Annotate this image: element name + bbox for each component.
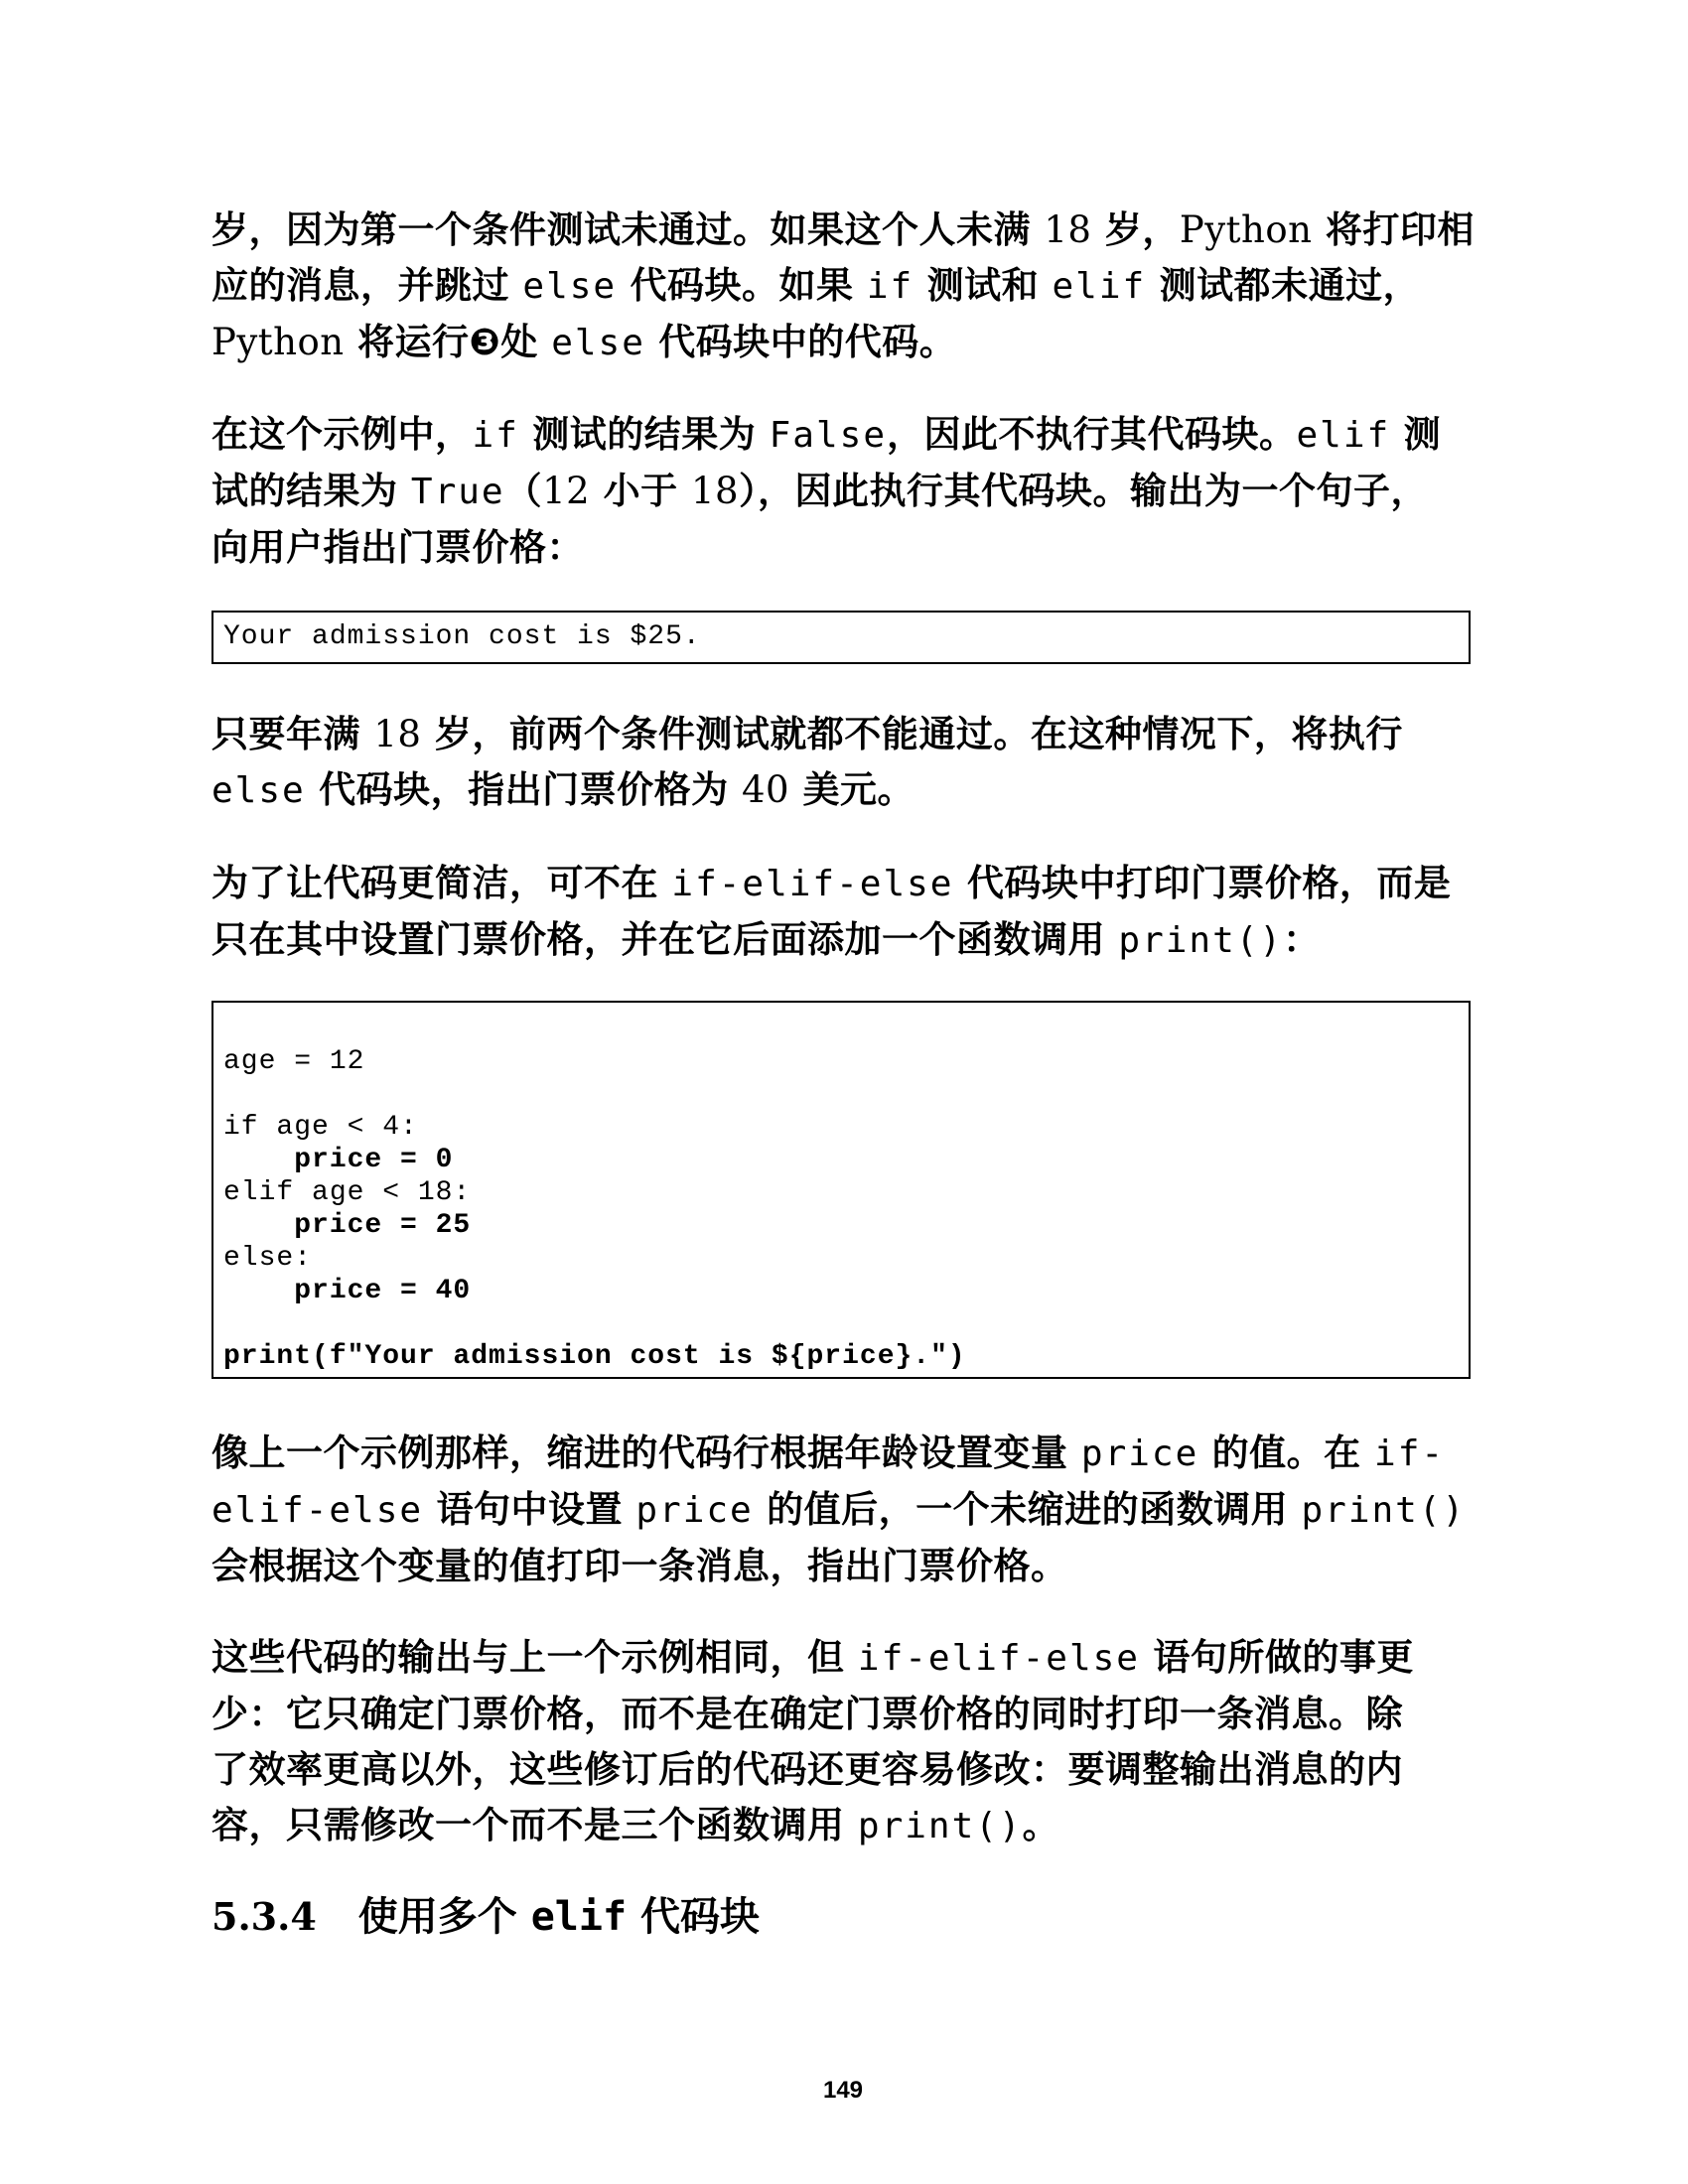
paragraph-line	[211, 407, 1475, 464]
inline-code: price	[635, 1490, 754, 1531]
text-run: 岁，	[1091, 208, 1180, 251]
text-run: 试的结果为	[211, 470, 411, 512]
number-run: 18	[373, 713, 422, 755]
text-run: 小于	[590, 470, 691, 512]
page-number: 149	[822, 2077, 864, 2104]
text-run: ：	[1283, 918, 1321, 961]
book-page	[211, 0, 1475, 2184]
text-run: 会根据这个变量的值打印一条消息，指出门票价格。	[211, 1545, 1068, 1587]
paragraph-6	[211, 1630, 1475, 1854]
text-run: 语句所做的事更	[1139, 1636, 1414, 1679]
text-run: 的值后，一个未缩进的函数调用	[753, 1488, 1302, 1531]
python-word: Python	[211, 321, 345, 363]
paragraph-line	[211, 707, 1475, 762]
inline-code: True	[410, 472, 505, 512]
paragraph-line	[211, 1539, 1475, 1594]
text-run: 将运行❸处	[344, 321, 552, 363]
output-block	[211, 611, 1471, 664]
number-run: 18	[1044, 208, 1092, 251]
text-run: 代码块，指出门票价格为	[305, 768, 742, 811]
text-run: 为了让代码更简洁，可不在	[211, 862, 672, 904]
text-run: 只在其中设置门票价格，并在它后面添加一个函数调用	[211, 918, 1119, 961]
text-run: 岁，前两个条件测试就都不能通过。在这种情况下，将执行	[421, 713, 1403, 755]
number-run: 18	[690, 470, 740, 512]
code-line: print(f"Your admission cost is ${price}.")	[223, 1341, 966, 1372]
inline-code: if-elif-else	[857, 1638, 1140, 1679]
paragraph-line	[211, 1426, 1475, 1482]
paragraph-line	[211, 856, 1475, 912]
inline-code: else	[551, 323, 645, 363]
text-run: 在这个示例中，	[211, 413, 473, 456]
text-run: ），因此执行其代码块。输出为一个句子，	[739, 470, 1429, 512]
code-line	[223, 1078, 1459, 1111]
python-word: Python	[1179, 208, 1313, 251]
inline-code: False	[769, 415, 887, 456]
text-run: 少：它只确定门票价格，而不是在确定门票价格的同时打印一条消息。除	[211, 1693, 1403, 1735]
inline-code: if	[866, 266, 914, 307]
text-run: 测	[1390, 413, 1442, 456]
text-run: （	[504, 470, 543, 512]
paragraph-line	[211, 203, 1475, 258]
paragraph-line	[211, 762, 1475, 819]
inline-code: print()	[1301, 1490, 1467, 1531]
text-run: 像上一个示例那样，缩进的代码行根据年龄设置变量	[211, 1432, 1081, 1474]
text-run: 将打印相	[1312, 208, 1475, 251]
text-run: 容，只需修改一个而不是三个函数调用	[211, 1804, 858, 1846]
paragraph-line	[211, 258, 1475, 315]
code-line: price = 25	[223, 1210, 472, 1241]
inline-code: if-	[1374, 1433, 1446, 1474]
text-run: 岁，因为第一个条件测试未通过。如果这个人未满	[211, 208, 1045, 251]
number-run: 40	[741, 768, 790, 811]
output-line: Your admission cost is $25.	[223, 621, 701, 652]
section-title-text: 代码块	[627, 1894, 760, 1940]
inline-code: if	[472, 415, 519, 456]
section-number: 5.3.4	[211, 1894, 317, 1939]
text-run: 代码块中的代码。	[644, 321, 957, 363]
text-run: 代码块中打印门票价格，而是	[953, 862, 1452, 904]
paragraph-line	[211, 464, 1475, 520]
inline-code: else	[522, 266, 618, 307]
paragraph-5	[211, 1426, 1475, 1594]
code-line: age = 12	[223, 1046, 365, 1077]
inline-code: if-elif-else	[671, 864, 954, 904]
paragraph-line	[211, 1687, 1475, 1742]
paragraph-line	[211, 912, 1475, 969]
text-run: 了效率更高以外，这些修订后的代码还更容易修改：要调整输出消息的内	[211, 1748, 1403, 1791]
section-title-text: 使用多个	[357, 1894, 531, 1940]
text-run: 只要年满	[211, 713, 374, 755]
section-title-code: elif	[530, 1894, 628, 1940]
text-run: 美元。	[789, 768, 914, 811]
code-line: else:	[223, 1243, 313, 1274]
inline-code: elif-else	[211, 1490, 424, 1531]
code-line: if age < 4:	[223, 1112, 418, 1143]
text-run: 向用户指出门票价格：	[211, 526, 584, 569]
text-run: 的值。在	[1198, 1432, 1375, 1474]
paragraph-line	[211, 1630, 1475, 1687]
code-line	[223, 1307, 1459, 1340]
text-run: 测试的结果为	[518, 413, 770, 456]
code-block	[211, 1001, 1471, 1379]
text-run: ，因此不执行其代码块。	[887, 413, 1297, 456]
inline-code: price	[1080, 1433, 1199, 1474]
paragraph-2	[211, 407, 1475, 576]
paragraph-line	[211, 1482, 1475, 1539]
paragraph-line	[211, 1742, 1475, 1798]
text-run: 测试都未通过，	[1146, 264, 1421, 307]
inline-code: elif	[1052, 266, 1147, 307]
paragraph-1	[211, 203, 1475, 371]
inline-code: print()	[857, 1806, 1023, 1846]
section-heading	[211, 1889, 760, 1945]
inline-code: elif	[1296, 415, 1391, 456]
text-run: 测试和	[914, 264, 1053, 307]
text-run: 代码块。如果	[617, 264, 867, 307]
text-run: 。	[1022, 1804, 1060, 1846]
number-run: 12	[542, 470, 591, 512]
text-run: 应的消息，并跳过	[211, 264, 523, 307]
paragraph-3	[211, 707, 1475, 819]
code-line: price = 40	[223, 1276, 472, 1306]
paragraph-line	[211, 1798, 1475, 1854]
paragraph-4	[211, 856, 1475, 969]
paragraph-line	[211, 520, 1475, 576]
inline-code: else	[211, 770, 306, 811]
inline-code: print()	[1118, 920, 1284, 961]
code-line: price = 0	[223, 1145, 454, 1175]
text-run: 这些代码的输出与上一个示例相同，但	[211, 1636, 858, 1679]
text-run: 语句中设置	[423, 1488, 636, 1531]
code-line: elif age < 18:	[223, 1177, 472, 1208]
paragraph-line	[211, 315, 1475, 371]
